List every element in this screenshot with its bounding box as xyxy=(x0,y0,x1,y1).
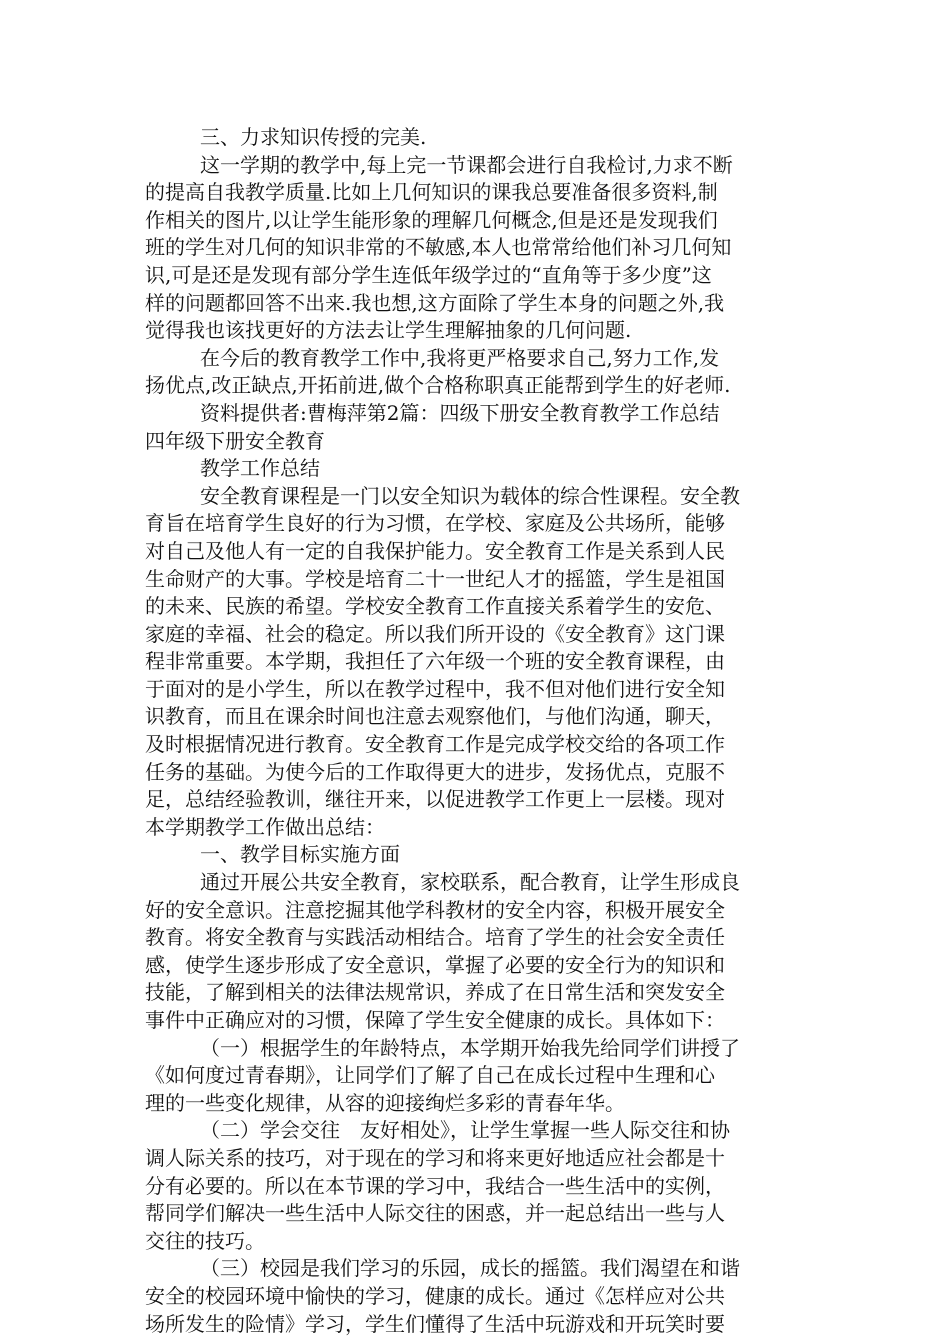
text-line: 的提高自我教学质量.比如上几何知识的课我总要准备很多资料,制 xyxy=(145,180,718,205)
text-line: 场所发生的险情》学习，学生们懂得了生活中玩游戏和开玩笑时要 xyxy=(145,1311,725,1336)
text-line: 安全的校园环境中愉快的学习，健康的成长。通过《怎样应对公共 xyxy=(145,1283,725,1308)
text-line: 事件中正确应对的习惯，保障了学生安全健康的成长。具体如下： xyxy=(145,1008,725,1032)
text-line: 足，总结经验教训，继往开来，以促进教学工作更上一层楼。现对 xyxy=(145,787,725,812)
text-line: 四年级下册安全教育 xyxy=(145,428,325,453)
text-line: 觉得我也该找更好的方法去让学生理解抽象的几何问题. xyxy=(145,318,632,343)
text-line: 三、力求知识传授的完美. xyxy=(200,125,427,149)
text-line: 一、教学目标实施方面 xyxy=(200,842,400,867)
text-line: （一）根据学生的年龄特点，本学期开始我先给同学们讲授了 xyxy=(200,1035,740,1060)
text-line: 安全教育课程是一门以安全知识为载体的综合性课程。安全教 xyxy=(200,483,740,508)
text-line: 通过开展公共安全教育，家校联系，配合教育，让学生形成良 xyxy=(200,870,740,895)
text-line: 程非常重要。本学期，我担任了六年级一个班的安全教育课程，由 xyxy=(145,649,725,674)
text-line: （二）学会交往 友好相处》，让学生掌握一些人际交往和协 xyxy=(200,1118,730,1143)
text-line: 生命财产的大事。学校是培育二十一世纪人才的摇篮，学生是祖国 xyxy=(145,566,725,591)
text-line: 及时根据情况进行教育。安全教育工作是完成学校交给的各项工作 xyxy=(145,732,725,757)
text-line: 资料提供者:曹梅萍第2篇：四级下册安全教育教学工作总结 xyxy=(200,400,720,425)
text-line: 识,可是还是发现有部分学生连低年级学过的“直角等于多少度”这 xyxy=(145,262,712,287)
text-line: 分有必要的。所以在本节课的学习中，我结合一些生活中的实例， xyxy=(145,1173,725,1198)
text-line: 教育。将安全教育与实践活动相结合。培育了学生的社会安全责任 xyxy=(145,925,725,950)
text-line: 家庭的幸福、社会的稳定。所以我们所开设的《安全教育》这门课 xyxy=(145,621,725,646)
text-line: 班的学生对几何的知识非常的不敏感,本人也常常给他们补习几何知 xyxy=(145,235,732,260)
text-line: 样的问题都回答不出来.我也想,这方面除了学生本身的问题之外,我 xyxy=(145,290,725,315)
text-line: 教学工作总结 xyxy=(200,456,320,481)
text-line: 《如何度过青春期》，让同学们了解了自己在成长过程中生理和心 xyxy=(145,1063,715,1088)
text-line: 任务的基础。为使今后的工作取得更大的进步，发扬优点，克服不 xyxy=(145,759,725,784)
text-line: 对自己及他人有一定的自我保护能力。安全教育工作是关系到人民 xyxy=(145,538,725,563)
text-line: 于面对的是小学生，所以在教学过程中，我不但对他们进行安全知 xyxy=(145,676,725,701)
text-line: 作相关的图片,以让学生能形象的理解几何概念,但是还是发现我们 xyxy=(145,207,718,232)
text-line: 的未来、民族的希望。学校安全教育工作直接关系着学生的安危、 xyxy=(145,594,725,619)
text-line: 本学期教学工作做出总结： xyxy=(145,814,385,839)
document-body xyxy=(145,124,805,1338)
text-line: 感，使学生逐步形成了安全意识，掌握了必要的安全行为的知识和 xyxy=(145,952,725,977)
text-line: 好的安全意识。注意挖掘其他学科教材的安全内容，积极开展安全 xyxy=(145,897,725,922)
text-line: 调人际关系的技巧，对于现在的学习和将来更好地适应社会都是十 xyxy=(145,1145,725,1170)
text-line: 这一学期的教学中,每上完一节课都会进行自我检讨,力求不断 xyxy=(200,152,733,177)
text-line: 帮同学们解决一些生活中人际交往的困惑，并一起总结出一些与人 xyxy=(145,1201,725,1226)
text-line: （三）校园是我们学习的乐园，成长的摇篮。我们渴望在和谐 xyxy=(200,1256,740,1281)
text-line: 扬优点,改正缺点,开拓前进,做个合格称职真正能帮到学生的好老师. xyxy=(145,373,731,398)
text-line: 在今后的教育教学工作中,我将更严格要求自己,努力工作,发 xyxy=(200,345,720,370)
text-line: 育旨在培育学生良好的行为习惯，在学校、家庭及公共场所，能够 xyxy=(145,511,725,536)
text-line: 理的一些变化规律，从容的迎接绚烂多彩的青春年华。 xyxy=(145,1090,625,1115)
text-line: 识教育，而且在课余时间也注意去观察他们，与他们沟通，聊天， xyxy=(145,704,725,729)
text-line: 技能，了解到相关的法律法规常识，养成了在日常生活和突发安全 xyxy=(145,980,725,1005)
text-line: 交往的技巧。 xyxy=(145,1228,265,1253)
